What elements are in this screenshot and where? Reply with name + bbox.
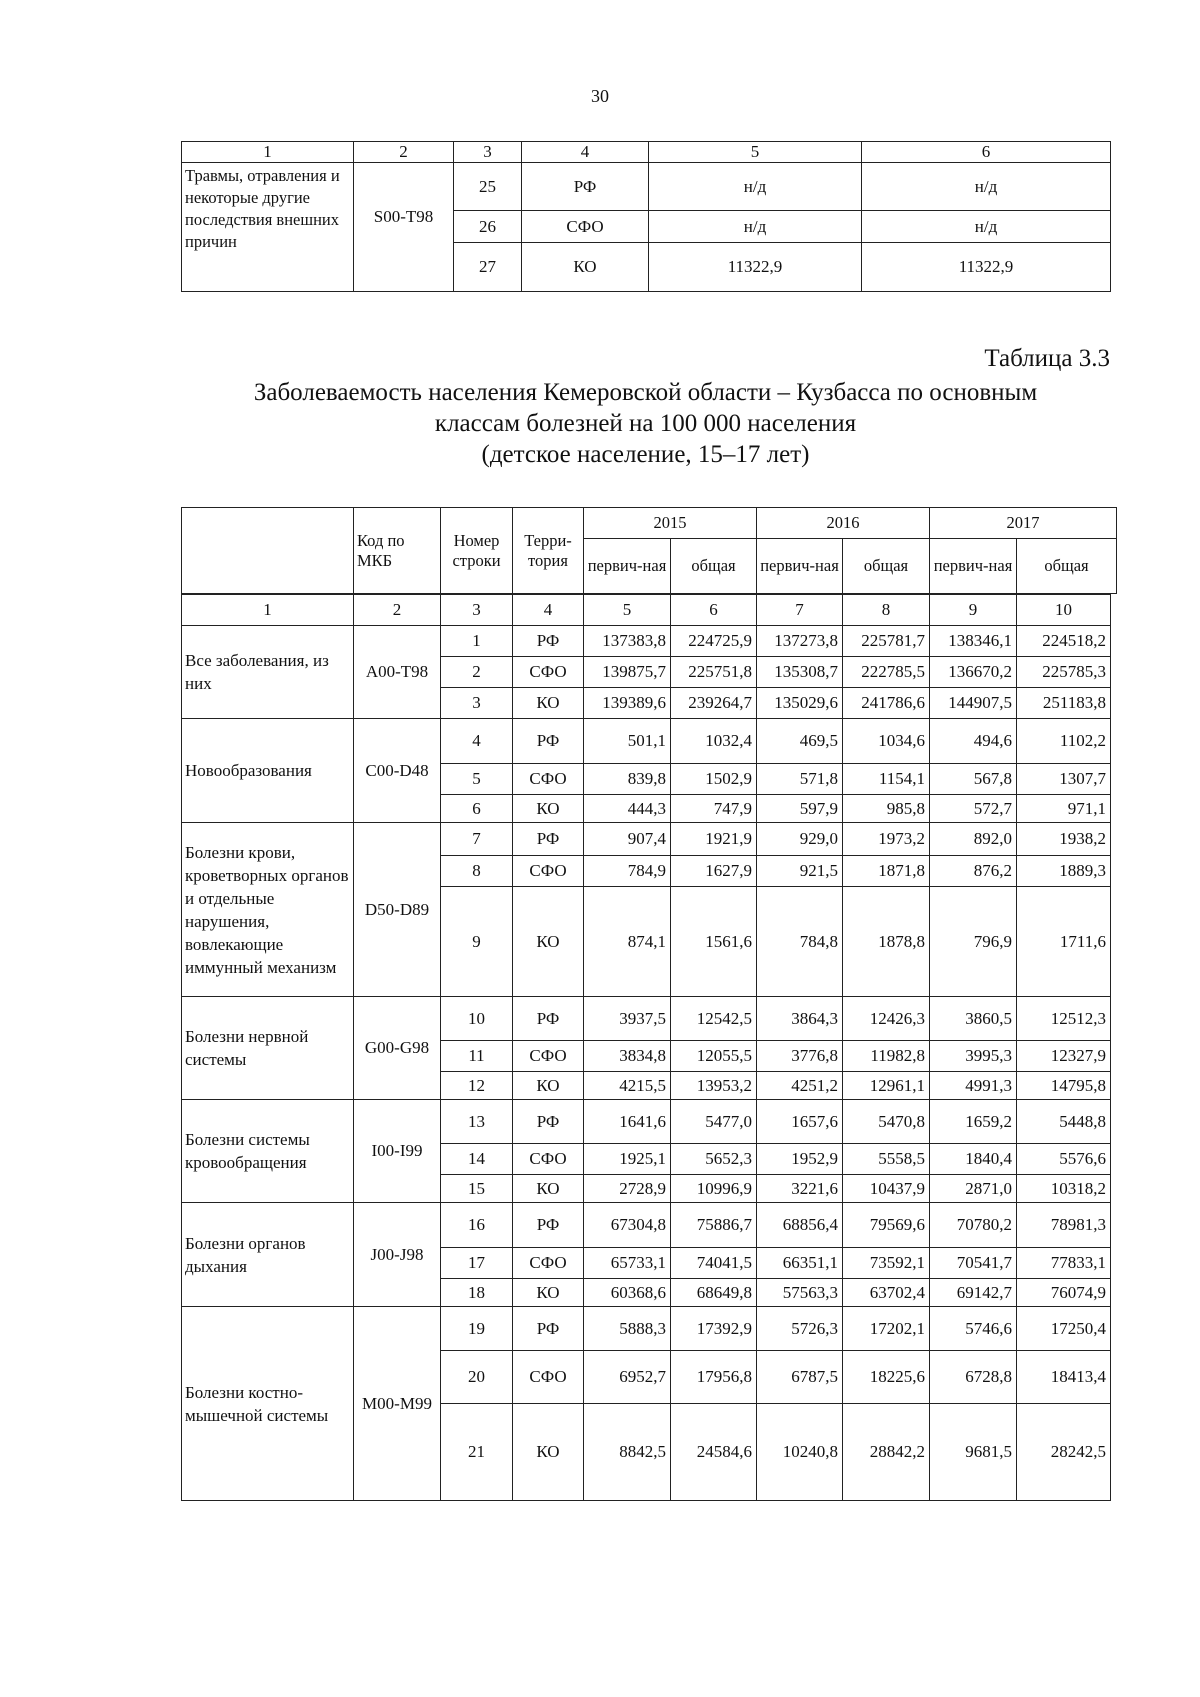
territory: СФО	[513, 764, 584, 795]
row-number: 19	[441, 1307, 513, 1351]
value-cell: 251183,8	[1017, 688, 1111, 719]
row-number: 25	[454, 163, 522, 211]
row-number: 20	[441, 1351, 513, 1404]
territory: СФО	[513, 1144, 584, 1175]
row-number: 21	[441, 1404, 513, 1501]
value-cell: 4251,2	[757, 1072, 843, 1100]
disease-class-name: Болезни костно-мышечной системы	[182, 1307, 354, 1501]
header-blank-cell	[182, 508, 354, 594]
row-number: 16	[441, 1203, 513, 1248]
value-cell: 136670,2	[930, 657, 1017, 688]
territory: СФО	[513, 1041, 584, 1072]
value-cell: 1878,8	[843, 887, 930, 997]
value-cell: 3995,3	[930, 1041, 1017, 1072]
table-header	[181, 507, 1117, 594]
value-cell: 597,9	[757, 795, 843, 823]
value-cell: 1034,6	[843, 719, 930, 764]
value-cell: 5558,5	[843, 1144, 930, 1175]
row-number: 3	[441, 688, 513, 719]
row-number: 5	[441, 764, 513, 795]
row-number: 15	[441, 1175, 513, 1203]
icd-code: A00-T98	[354, 626, 441, 719]
territory: СФО	[513, 856, 584, 887]
header-total: общая	[1017, 539, 1117, 594]
disease-class-name: Новообразования	[182, 719, 354, 823]
value-cell: 17202,1	[843, 1307, 930, 1351]
value-cell: 907,4	[584, 823, 671, 856]
value-cell: 57563,3	[757, 1279, 843, 1307]
value-cell: 5652,3	[671, 1144, 757, 1175]
value-cell: 10996,9	[671, 1175, 757, 1203]
header-total: общая	[671, 539, 757, 594]
value-cell: н/д	[649, 211, 862, 243]
continuation-table	[181, 141, 1111, 292]
table-row	[182, 823, 1111, 856]
page-number: 30	[591, 86, 609, 106]
value-cell: 5888,3	[584, 1307, 671, 1351]
value-cell: 144907,5	[930, 688, 1017, 719]
value-cell: 18413,4	[1017, 1351, 1111, 1404]
disease-class-name: Болезни нервной системы	[182, 997, 354, 1100]
table-row	[182, 997, 1111, 1041]
value-cell: 135029,6	[757, 688, 843, 719]
value-cell: 929,0	[757, 823, 843, 856]
territory: РФ	[513, 997, 584, 1041]
value-cell: 225751,8	[671, 657, 757, 688]
value-cell: 1627,9	[671, 856, 757, 887]
disease-class-name: Болезни органов дыхания	[182, 1203, 354, 1307]
row-number: 1	[441, 626, 513, 657]
value-cell: 6787,5	[757, 1351, 843, 1404]
value-cell: 69142,7	[930, 1279, 1017, 1307]
table-title-line: классам болезней на 100 000 населения	[434, 410, 857, 437]
value-cell: 67304,8	[584, 1203, 671, 1248]
header-icd-code: Код по МКБ	[354, 508, 441, 594]
value-cell: 68856,4	[757, 1203, 843, 1248]
icd-code: I00-I99	[354, 1100, 441, 1203]
value-cell: 74041,5	[671, 1248, 757, 1279]
value-cell: 139875,7	[584, 657, 671, 688]
value-cell: н/д	[862, 211, 1111, 243]
header-year: 2015	[584, 508, 757, 539]
value-cell: 239264,7	[671, 688, 757, 719]
territory: КО	[513, 887, 584, 997]
column-number: 5	[649, 142, 862, 163]
value-cell: 494,6	[930, 719, 1017, 764]
value-cell: 24584,6	[671, 1404, 757, 1501]
value-cell: 76074,9	[1017, 1279, 1111, 1307]
value-cell: 1641,6	[584, 1100, 671, 1144]
value-cell: 1032,4	[671, 719, 757, 764]
column-number: 2	[354, 595, 441, 626]
territory: КО	[513, 1404, 584, 1501]
value-cell: 137383,8	[584, 626, 671, 657]
header-primary: первич-ная	[930, 539, 1017, 594]
header-year: 2017	[930, 508, 1117, 539]
territory: КО	[522, 243, 649, 292]
value-cell: 5576,6	[1017, 1144, 1111, 1175]
value-cell: 2871,0	[930, 1175, 1017, 1203]
value-cell: 66351,1	[757, 1248, 843, 1279]
value-cell: 14795,8	[1017, 1072, 1111, 1100]
value-cell: 5726,3	[757, 1307, 843, 1351]
value-cell: 13953,2	[671, 1072, 757, 1100]
value-cell: 784,8	[757, 887, 843, 997]
value-cell: 135308,7	[757, 657, 843, 688]
header-primary: первич-ная	[584, 539, 671, 594]
table-title-line: (детское население, 15–17 лет)	[481, 441, 810, 468]
value-cell: 17250,4	[1017, 1307, 1111, 1351]
row-number: 7	[441, 823, 513, 856]
value-cell: 1840,4	[930, 1144, 1017, 1175]
value-cell: 5477,0	[671, 1100, 757, 1144]
territory: КО	[513, 1072, 584, 1100]
column-number: 3	[441, 595, 513, 626]
column-number: 4	[522, 142, 649, 163]
value-cell: 12327,9	[1017, 1041, 1111, 1072]
header-primary: первич-ная	[757, 539, 843, 594]
column-number: 2	[354, 142, 454, 163]
column-number: 6	[862, 142, 1111, 163]
value-cell: 63702,4	[843, 1279, 930, 1307]
value-cell: 501,1	[584, 719, 671, 764]
value-cell: 567,8	[930, 764, 1017, 795]
row-number: 13	[441, 1100, 513, 1144]
value-cell: 12055,5	[671, 1041, 757, 1072]
column-number: 3	[454, 142, 522, 163]
value-cell: 1938,2	[1017, 823, 1111, 856]
table-title-line: Заболеваемость населения Кемеровской области – Кузбасса по основным	[253, 379, 1038, 406]
value-cell: 1921,9	[671, 823, 757, 856]
header-row-number: Номер строки	[441, 508, 513, 594]
value-cell: 224518,2	[1017, 626, 1111, 657]
value-cell: 3864,3	[757, 997, 843, 1041]
value-cell: 1871,8	[843, 856, 930, 887]
value-cell: 75886,7	[671, 1203, 757, 1248]
territory: СФО	[522, 211, 649, 243]
row-number: 12	[441, 1072, 513, 1100]
table-row	[182, 1203, 1111, 1248]
value-cell: 73592,1	[843, 1248, 930, 1279]
disease-class-name: Болезни крови, кроветворных органов и отдельные нарушения, вовлекающие иммунный механизм	[182, 823, 354, 997]
value-cell: 241786,6	[843, 688, 930, 719]
column-number-row	[182, 595, 1111, 626]
row-number: 8	[441, 856, 513, 887]
table-title	[181, 377, 1110, 470]
value-cell: 5470,8	[843, 1100, 930, 1144]
value-cell: 921,5	[757, 856, 843, 887]
value-cell: 12542,5	[671, 997, 757, 1041]
column-number: 7	[757, 595, 843, 626]
value-cell: 571,8	[757, 764, 843, 795]
value-cell: 11322,9	[862, 243, 1111, 292]
value-cell: 12961,1	[843, 1072, 930, 1100]
value-cell: 892,0	[930, 823, 1017, 856]
value-cell: 3221,6	[757, 1175, 843, 1203]
table-row	[182, 1100, 1111, 1144]
disease-class-name: Болезни системы кровообращения	[182, 1100, 354, 1203]
value-cell: 11982,8	[843, 1041, 930, 1072]
value-cell: 839,8	[584, 764, 671, 795]
value-cell: 1502,9	[671, 764, 757, 795]
value-cell: 18225,6	[843, 1351, 930, 1404]
value-cell: 77833,1	[1017, 1248, 1111, 1279]
value-cell: 10437,9	[843, 1175, 930, 1203]
value-cell: 4991,3	[930, 1072, 1017, 1100]
territory: РФ	[522, 163, 649, 211]
header-territory: Терри-тория	[513, 508, 584, 594]
row-number: 6	[441, 795, 513, 823]
table-row	[182, 626, 1111, 657]
value-cell: 225785,3	[1017, 657, 1111, 688]
value-cell: 1154,1	[843, 764, 930, 795]
row-number: 27	[454, 243, 522, 292]
value-cell: 28842,2	[843, 1404, 930, 1501]
value-cell: 444,3	[584, 795, 671, 823]
icd-code: C00-D48	[354, 719, 441, 823]
table-row	[182, 719, 1111, 764]
value-cell: 12426,3	[843, 997, 930, 1041]
icd-code: D50-D89	[354, 823, 441, 997]
territory: РФ	[513, 1307, 584, 1351]
value-cell: 747,9	[671, 795, 757, 823]
row-number: 26	[454, 211, 522, 243]
value-cell: 137273,8	[757, 626, 843, 657]
value-cell: 28242,5	[1017, 1404, 1111, 1501]
icd-code: J00-J98	[354, 1203, 441, 1307]
value-cell: 6952,7	[584, 1351, 671, 1404]
value-cell: 1657,6	[757, 1100, 843, 1144]
value-cell: 8842,5	[584, 1404, 671, 1501]
column-number: 5	[584, 595, 671, 626]
value-cell: 65733,1	[584, 1248, 671, 1279]
value-cell: 78981,3	[1017, 1203, 1111, 1248]
value-cell: 79569,6	[843, 1203, 930, 1248]
value-cell: 874,1	[584, 887, 671, 997]
value-cell: 3937,5	[584, 997, 671, 1041]
table-label: Таблица 3.3	[984, 345, 1110, 372]
value-cell: 1711,6	[1017, 887, 1111, 997]
territory: КО	[513, 1175, 584, 1203]
territory: РФ	[513, 626, 584, 657]
value-cell: 1952,9	[757, 1144, 843, 1175]
territory: СФО	[513, 657, 584, 688]
row-number: 9	[441, 887, 513, 997]
value-cell: 10318,2	[1017, 1175, 1111, 1203]
territory: СФО	[513, 1248, 584, 1279]
value-cell: 1925,1	[584, 1144, 671, 1175]
value-cell: 5746,6	[930, 1307, 1017, 1351]
value-cell: н/д	[649, 163, 862, 211]
column-number: 4	[513, 595, 584, 626]
column-number: 10	[1017, 595, 1111, 626]
value-cell: 876,2	[930, 856, 1017, 887]
value-cell: 3776,8	[757, 1041, 843, 1072]
value-cell: 70541,7	[930, 1248, 1017, 1279]
column-number-row	[182, 142, 1111, 163]
value-cell: 5448,8	[1017, 1100, 1111, 1144]
row-number: 10	[441, 997, 513, 1041]
territory: КО	[513, 688, 584, 719]
table-row	[182, 163, 1111, 211]
column-number: 1	[182, 595, 354, 626]
value-cell: 10240,8	[757, 1404, 843, 1501]
value-cell: 971,1	[1017, 795, 1111, 823]
value-cell: 138346,1	[930, 626, 1017, 657]
territory: КО	[513, 795, 584, 823]
row-number: 11	[441, 1041, 513, 1072]
value-cell: 60368,6	[584, 1279, 671, 1307]
value-cell: 1307,7	[1017, 764, 1111, 795]
value-cell: 985,8	[843, 795, 930, 823]
value-cell: 4215,5	[584, 1072, 671, 1100]
value-cell: 6728,8	[930, 1351, 1017, 1404]
value-cell: 3834,8	[584, 1041, 671, 1072]
value-cell: 469,5	[757, 719, 843, 764]
column-number: 8	[843, 595, 930, 626]
value-cell: 796,9	[930, 887, 1017, 997]
row-number: 4	[441, 719, 513, 764]
territory: СФО	[513, 1351, 584, 1404]
territory: РФ	[513, 1203, 584, 1248]
disease-class-name: Все заболевания, из них	[182, 626, 354, 719]
row-number: 18	[441, 1279, 513, 1307]
value-cell: 139389,6	[584, 688, 671, 719]
table-row	[182, 1307, 1111, 1351]
value-cell: 222785,5	[843, 657, 930, 688]
value-cell: 11322,9	[649, 243, 862, 292]
icd-code: S00-T98	[354, 163, 454, 292]
column-number: 9	[930, 595, 1017, 626]
value-cell: 224725,9	[671, 626, 757, 657]
icd-code: G00-G98	[354, 997, 441, 1100]
value-cell: 572,7	[930, 795, 1017, 823]
row-number: 2	[441, 657, 513, 688]
value-cell: 9681,5	[930, 1404, 1017, 1501]
row-number: 17	[441, 1248, 513, 1279]
morbidity-table	[181, 594, 1111, 1501]
territory: РФ	[513, 1100, 584, 1144]
value-cell: 17956,8	[671, 1351, 757, 1404]
column-number: 6	[671, 595, 757, 626]
disease-class-name: Травмы, отравления и некоторые другие последствия внешних причин	[182, 163, 354, 292]
territory: РФ	[513, 823, 584, 856]
value-cell: н/д	[862, 163, 1111, 211]
value-cell: 225781,7	[843, 626, 930, 657]
value-cell: 1659,2	[930, 1100, 1017, 1144]
header-year: 2016	[757, 508, 930, 539]
value-cell: 12512,3	[1017, 997, 1111, 1041]
territory: РФ	[513, 719, 584, 764]
value-cell: 1102,2	[1017, 719, 1111, 764]
value-cell: 17392,9	[671, 1307, 757, 1351]
value-cell: 1973,2	[843, 823, 930, 856]
row-number: 14	[441, 1144, 513, 1175]
value-cell: 784,9	[584, 856, 671, 887]
header-total: общая	[843, 539, 930, 594]
column-number: 1	[182, 142, 354, 163]
value-cell: 1561,6	[671, 887, 757, 997]
value-cell: 3860,5	[930, 997, 1017, 1041]
icd-code: M00-M99	[354, 1307, 441, 1501]
value-cell: 2728,9	[584, 1175, 671, 1203]
value-cell: 70780,2	[930, 1203, 1017, 1248]
value-cell: 1889,3	[1017, 856, 1111, 887]
value-cell: 68649,8	[671, 1279, 757, 1307]
territory: КО	[513, 1279, 584, 1307]
